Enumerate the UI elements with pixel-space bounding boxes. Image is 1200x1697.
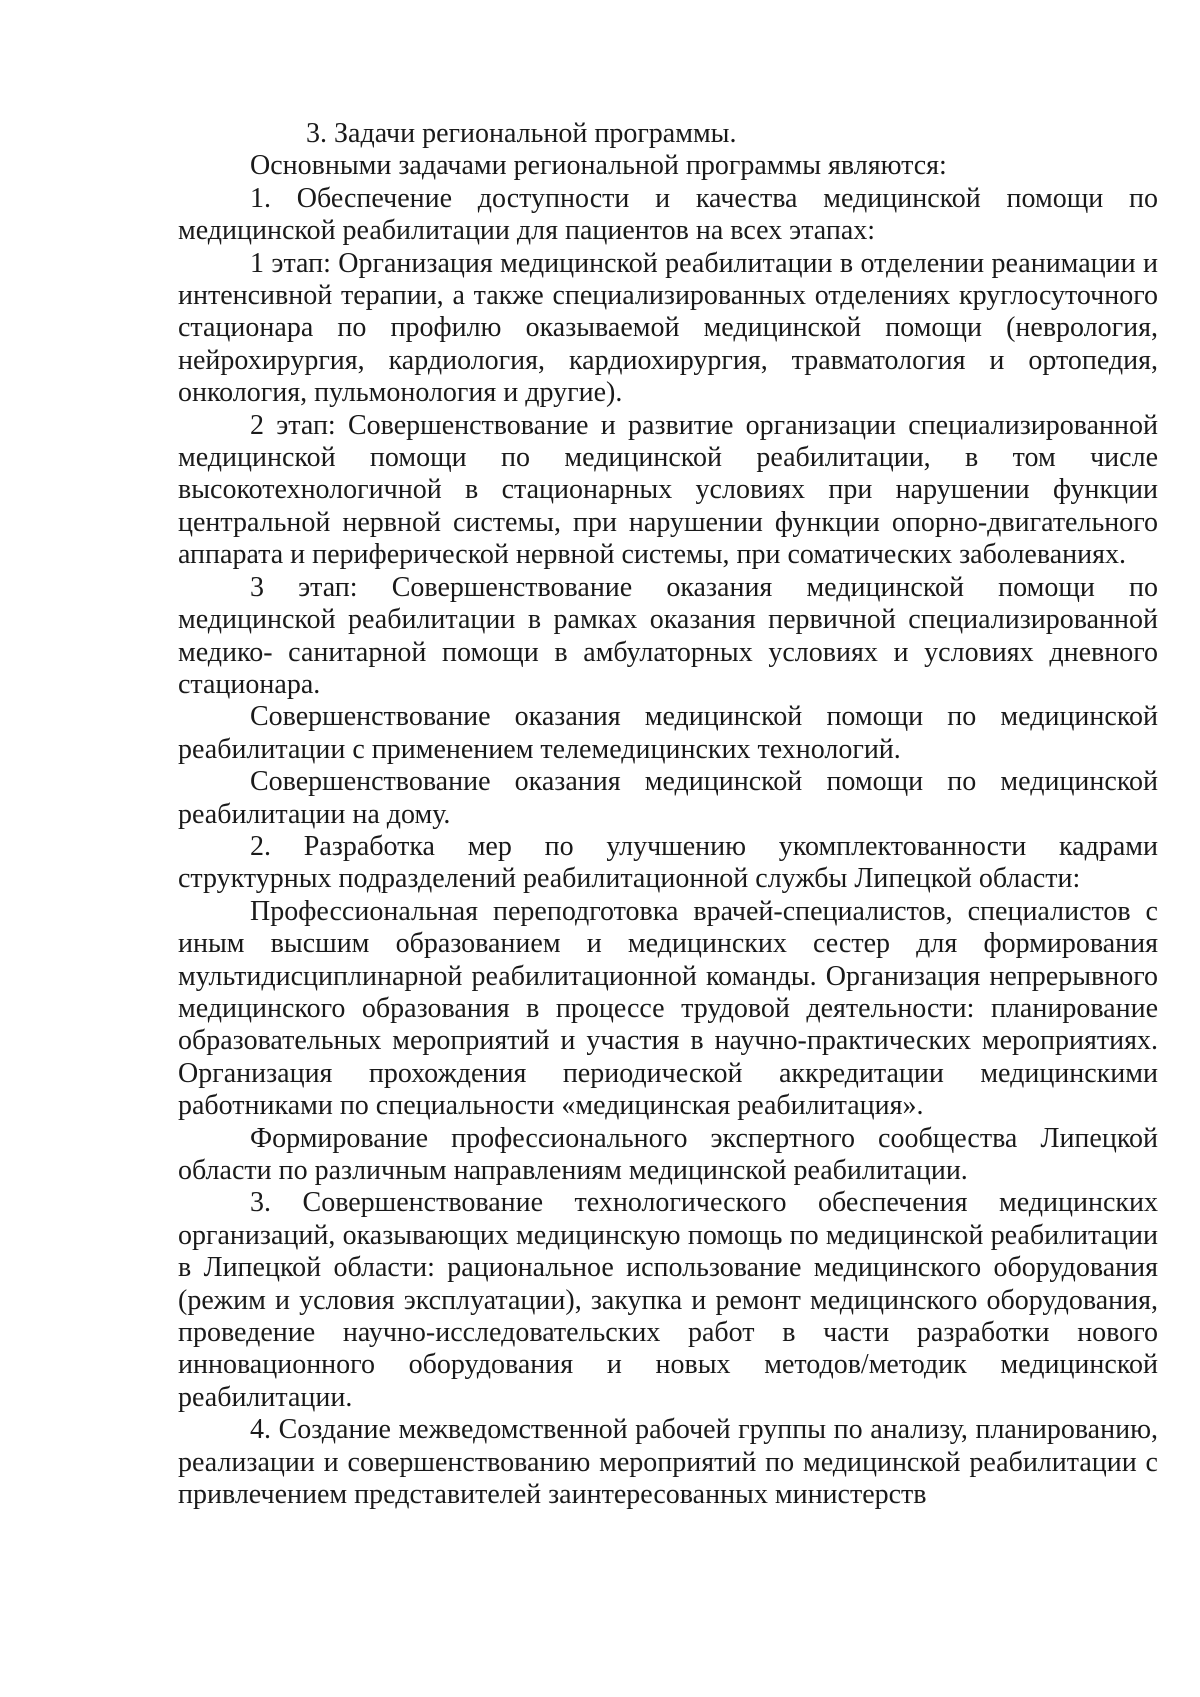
paragraph-intro: Основными задачами региональной программы являются:	[250, 150, 947, 182]
section-heading: 3. Задачи региональной программы.	[306, 118, 737, 149]
paragraph-training: Профессиональная переподготовка врачей-специалистов, специалистов с иным высшим образованием и медицинских сестер для формирования мультидисциплинарной реабилитационной команды. Организация непрерывного медицинского образования в процессе трудовой деятельности: планирование образовательных мероприятий и участия в научно-практических мероприятиях. Организация прохождения периодической аккредитации медицинскими работниками по специальности «медицинская реабилитация».	[178, 895, 1158, 1122]
paragraph-task-4: 4. Создание межведомственной рабочей группы по анализу, планированию, реализации и совершенствованию мероприятий по медицинской реабилитации с привлечением представителей заинтересованных министерств	[178, 1414, 1158, 1511]
paragraph-task-2: 2. Разработка мер по улучшению укомплектованности кадрами структурных подразделений реабилитационной службы Липецкой области:	[178, 830, 1158, 895]
paragraph-stage-1: 1 этап: Организация медицинской реабилитации в отделении реанимации и интенсивной терапии, а также специализированных отделениях круглосуточного стационара по профилю оказываемой медицинской помощи (неврология, нейрохирургия, кардиология, кардиохирургия, травматология и ортопедия, онкология, пульмонология и другие).	[178, 247, 1158, 409]
paragraph-task-1: 1. Обеспечение доступности и качества медицинской помощи по медицинской реабилитации для пациентов на всех этапах:	[178, 182, 1158, 247]
paragraph-expert-community: Формирование профессионального экспертного сообщества Липецкой области по различным направлениям медицинской реабилитации.	[178, 1122, 1158, 1186]
paragraph-telemedicine: Совершенствование оказания медицинской помощи по медицинской реабилитации с применением телемедицинских технологий.	[178, 701, 1158, 765]
paragraph-home-rehab: Совершенствование оказания медицинской помощи по медицинской реабилитации на дому.	[178, 766, 1158, 830]
paragraph-task-3: 3. Совершенствование технологического обеспечения медицинских организаций, оказывающих медицинскую помощь по медицинской реабилитации в Липецкой области: рациональное использование медицинского оборудования (режим и условия эксплуатации), закупка и ремонт медицинского оборудования, проведение научно-исследовательских работ в части разработки нового инновационного оборудования и новых методов/методик медицинской реабилитации.	[178, 1187, 1158, 1413]
paragraph-stage-2: 2 этап: Совершенствование и развитие организации специализированной медицинской помощи по медицинской реабилитации, в том числе высокотехнологичной в стационарных условиях при нарушении функции центральной нервной системы, при нарушении функции опорно-двигательного аппарата и периферической нервной системы, при соматических заболеваниях.	[178, 409, 1158, 571]
document-page	[178, 118, 1158, 1511]
paragraph-stage-3: 3 этап: Совершенствование оказания медицинской помощи по медицинской реабилитации в рамках оказания первичной специализированной медико- санитарной помощи в амбулаторных условиях и условиях дневного стационара.	[178, 571, 1158, 700]
